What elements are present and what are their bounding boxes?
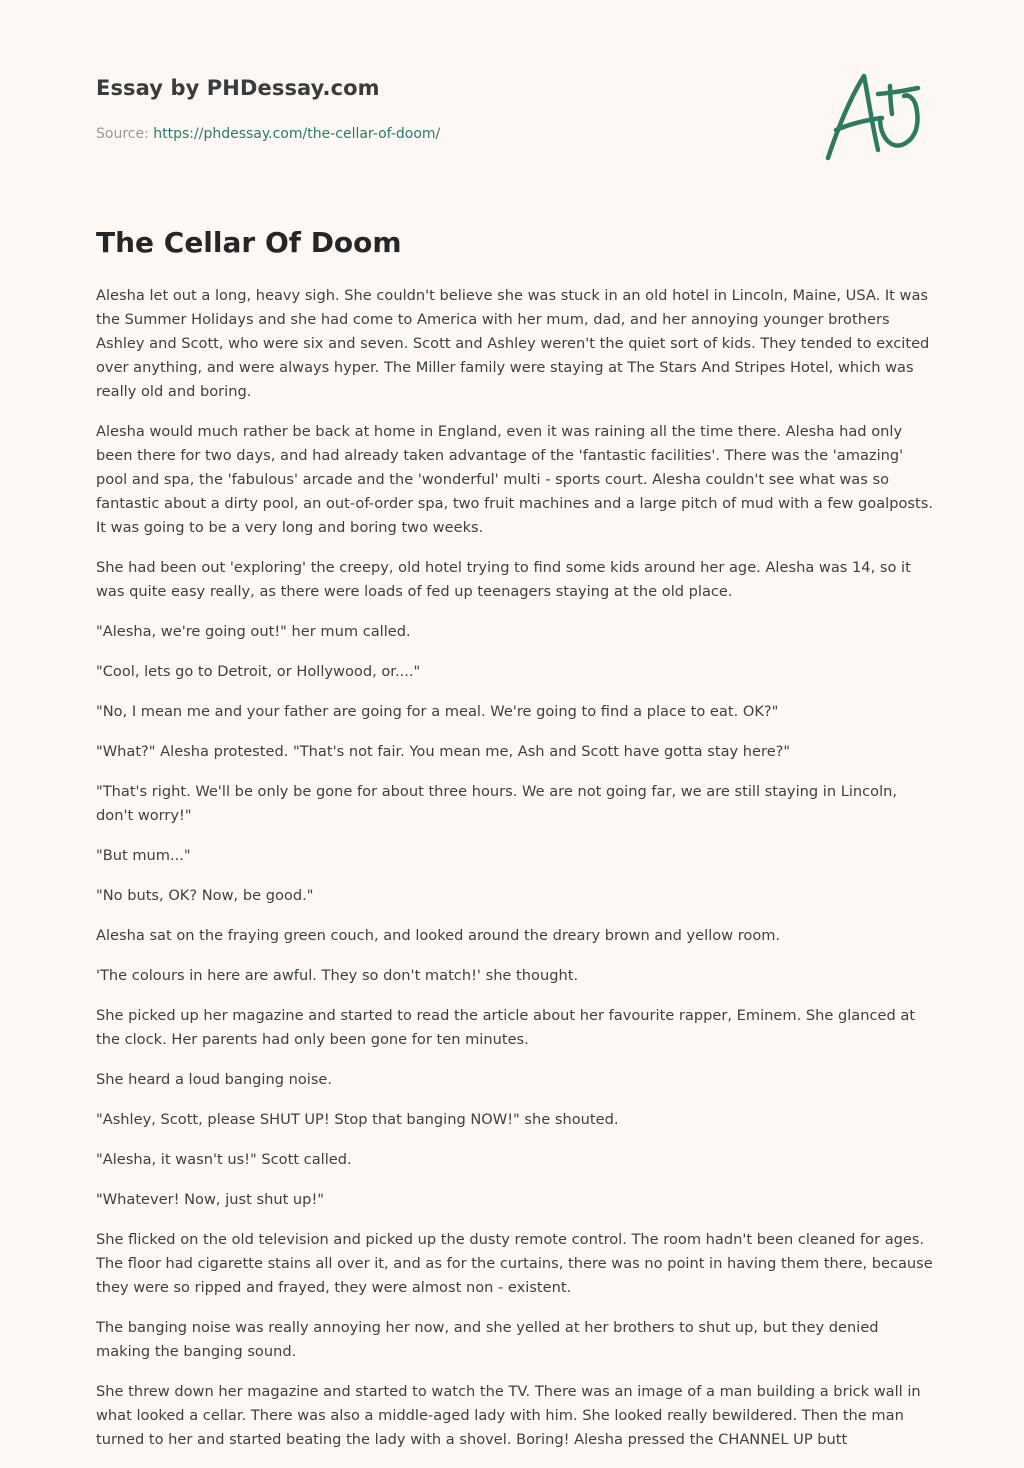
essay-paragraph: Alesha let out a long, heavy sigh. She couldn't believe she was stuck in an old hotel in Lincoln, Maine, USA. It was the Summer Holidays and she had come to America with her mum, dad, and her annoying younger brothers Ashley and Scott, who were six and seven. Scott and Ashley weren't the quiet sort of kids. They tended to excited over anything, and were always hyper. The Miller family were staying at The Stars And Stripes Hotel, which was really old and boring. <box>96 287 930 400</box>
essay-paragraph: "Alesha, it wasn't us!" Scott called. <box>96 1151 352 1168</box>
essay-paragraph: The banging noise was really annoying her now, and she yelled at her brothers to shut up, but they denied making the banging sound. <box>96 1319 879 1360</box>
essay-paragraph: "Alesha, we're going out!" her mum called. <box>96 623 411 640</box>
essay-paragraph: She picked up her magazine and started to read the article about her favourite rapper, Eminem. She glanced at the clock. Her parents had only been gone for ten minutes. <box>96 1007 916 1048</box>
page-header <box>96 76 796 142</box>
essay-paragraph: 'The colours in here are awful. They so don't match!' she thought. <box>96 967 579 984</box>
a-plus-logo-icon <box>820 66 930 166</box>
essay-paragraph: She flicked on the old television and picked up the dusty remote control. The room hadn't been cleaned for ages. The floor had cigarette stains all over it, and as for the curtains, there was no point in having them there, because they were so ripped and frayed, they were almost non - existent. <box>96 1231 933 1296</box>
essay-title: The Cellar Of Doom <box>96 226 402 259</box>
essay-paragraph: Alesha would much rather be back at home in England, even it was raining all the time there. Alesha had only been there for two days, and had already taken advantage of the 'fantastic facilities'. There was the 'amazing' pool and spa, the 'fabulous' arcade and the 'wonderful' multi - sports court. Alesha couldn't see what was so fantastic about a dirty pool, an out-of-order spa, two fruit machines and a large pitch of mud with a few goalposts. It was going to be a very long and boring two weeks. <box>96 423 933 536</box>
essay-paragraph: "But mum..." <box>96 847 191 864</box>
essay-paragraph: "No buts, OK? Now, be good." <box>96 887 314 904</box>
essay-paragraph: "Cool, lets go to Detroit, or Hollywood, or...." <box>96 663 421 680</box>
essay-paragraph: "Ashley, Scott, please SHUT UP! Stop that banging NOW!" she shouted. <box>96 1111 619 1128</box>
essay-paragraph: She heard a loud banging noise. <box>96 1071 333 1088</box>
essay-paragraph: "That's right. We'll be only be gone for about three hours. We are not going far, we are still staying in Lincoln, don't worry!" <box>96 783 898 824</box>
site-title: Essay by PHDessay.com <box>96 76 380 100</box>
essay-paragraph: "Whatever! Now, just shut up!" <box>96 1191 325 1208</box>
essay-paragraph: She threw down her magazine and started to watch the TV. There was an image of a man building a brick wall in what looked a cellar. There was also a middle-aged lady with him. She looked really bewildered. Then the man turned to her and started beating the lady with a shovel. Boring! Alesha pressed the CHANNEL UP butt <box>96 1383 921 1448</box>
essay-paragraph: "What?" Alesha protested. "That's not fair. You mean me, Ash and Scott have gotta stay here?" <box>96 743 791 760</box>
a-plus-logo <box>820 66 930 166</box>
essay-paragraph: "No, I mean me and your father are going for a meal. We're going to find a place to eat. OK?" <box>96 703 779 720</box>
source-label: Source: <box>96 126 154 142</box>
essay-paragraph: She had been out 'exploring' the creepy, old hotel trying to find some kids around her age. Alesha was 14, so it was quite easy really, as there were loads of fed up teenagers staying at the old place. <box>96 559 911 600</box>
essay-body <box>96 284 936 1468</box>
source-link[interactable]: https://phdessay.com/the-cellar-of-doom/ <box>153 126 441 142</box>
source-line <box>96 126 796 142</box>
essay-paragraph: Alesha sat on the fraying green couch, and looked around the dreary brown and yellow room. <box>96 927 781 944</box>
